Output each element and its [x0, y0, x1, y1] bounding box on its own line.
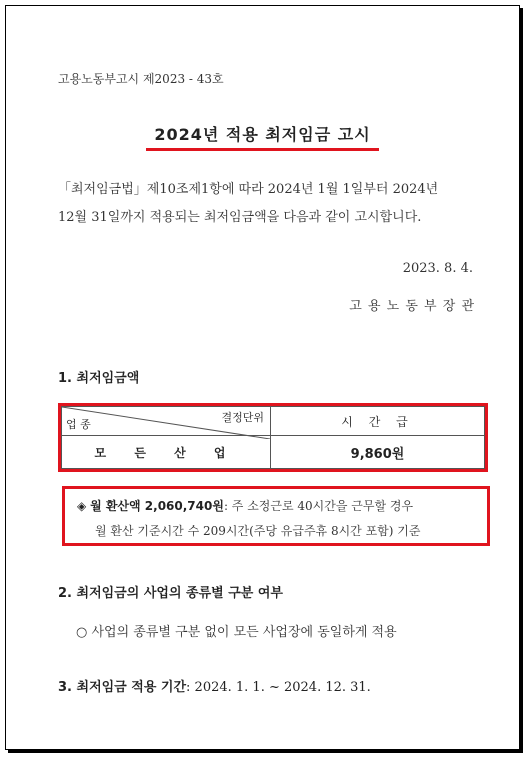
- intro-paragraph: [58, 176, 494, 232]
- diagonal-header-cell: [62, 407, 271, 436]
- issue-date: 2023. 8. 4.: [402, 261, 473, 276]
- issuer: 고 용 노 동 부 장 관: [349, 299, 475, 314]
- section-3-period: : 2024. 1. 1. ~ 2024. 12. 31.: [186, 680, 371, 695]
- diamond-bullet: ◈: [77, 499, 87, 513]
- monthly-line-1: [77, 494, 481, 519]
- document-page: [5, 5, 520, 750]
- section-2-heading: 2. 최저임금의 사업의 종류별 구분 여부: [58, 586, 283, 601]
- diag-bottom-label: 업 종: [66, 418, 91, 432]
- intro-line-2: 12월 31일까지 적용되는 최저임금액을 다음과 같이 고시합니다.: [58, 210, 422, 225]
- section-3-heading: 3. 최저임금 적용 기간: [58, 680, 187, 695]
- monthly-conversion-box: [62, 486, 490, 546]
- all-industries-label: 모 든 산 업: [62, 436, 271, 469]
- intro-line-1: 「최저임금법」제10조제1항에 따라 2024년 1월 1일부터 2024년: [58, 182, 439, 197]
- monthly-line-2: 월 환산 기준시간 수 209시간(주당 유급주휴 8시간 포함) 기준: [95, 524, 421, 538]
- minimum-wage-table: [58, 403, 488, 472]
- hourly-wage-value: 9,860원: [271, 436, 485, 469]
- notice-number: 고용노동부고시 제2023 - 43호: [58, 72, 224, 86]
- document-title: 2024년 적용 최저임금 고시: [146, 122, 378, 151]
- diag-top-label: 결정단위: [221, 411, 264, 424]
- monthly-condition: : 주 소정근로 40시간을 근무할 경우: [223, 499, 414, 513]
- title-wrapper: [6, 122, 519, 151]
- section-2-item: ○ 사업의 종류별 구분 없이 모든 사업장에 동일하게 적용: [76, 625, 397, 640]
- monthly-amount: 월 환산액 2,060,740원: [90, 499, 224, 513]
- section-3: [58, 676, 371, 695]
- hourly-wage-header: 시 간 급: [271, 407, 485, 436]
- section-1-heading: 1. 최저임금액: [58, 371, 140, 386]
